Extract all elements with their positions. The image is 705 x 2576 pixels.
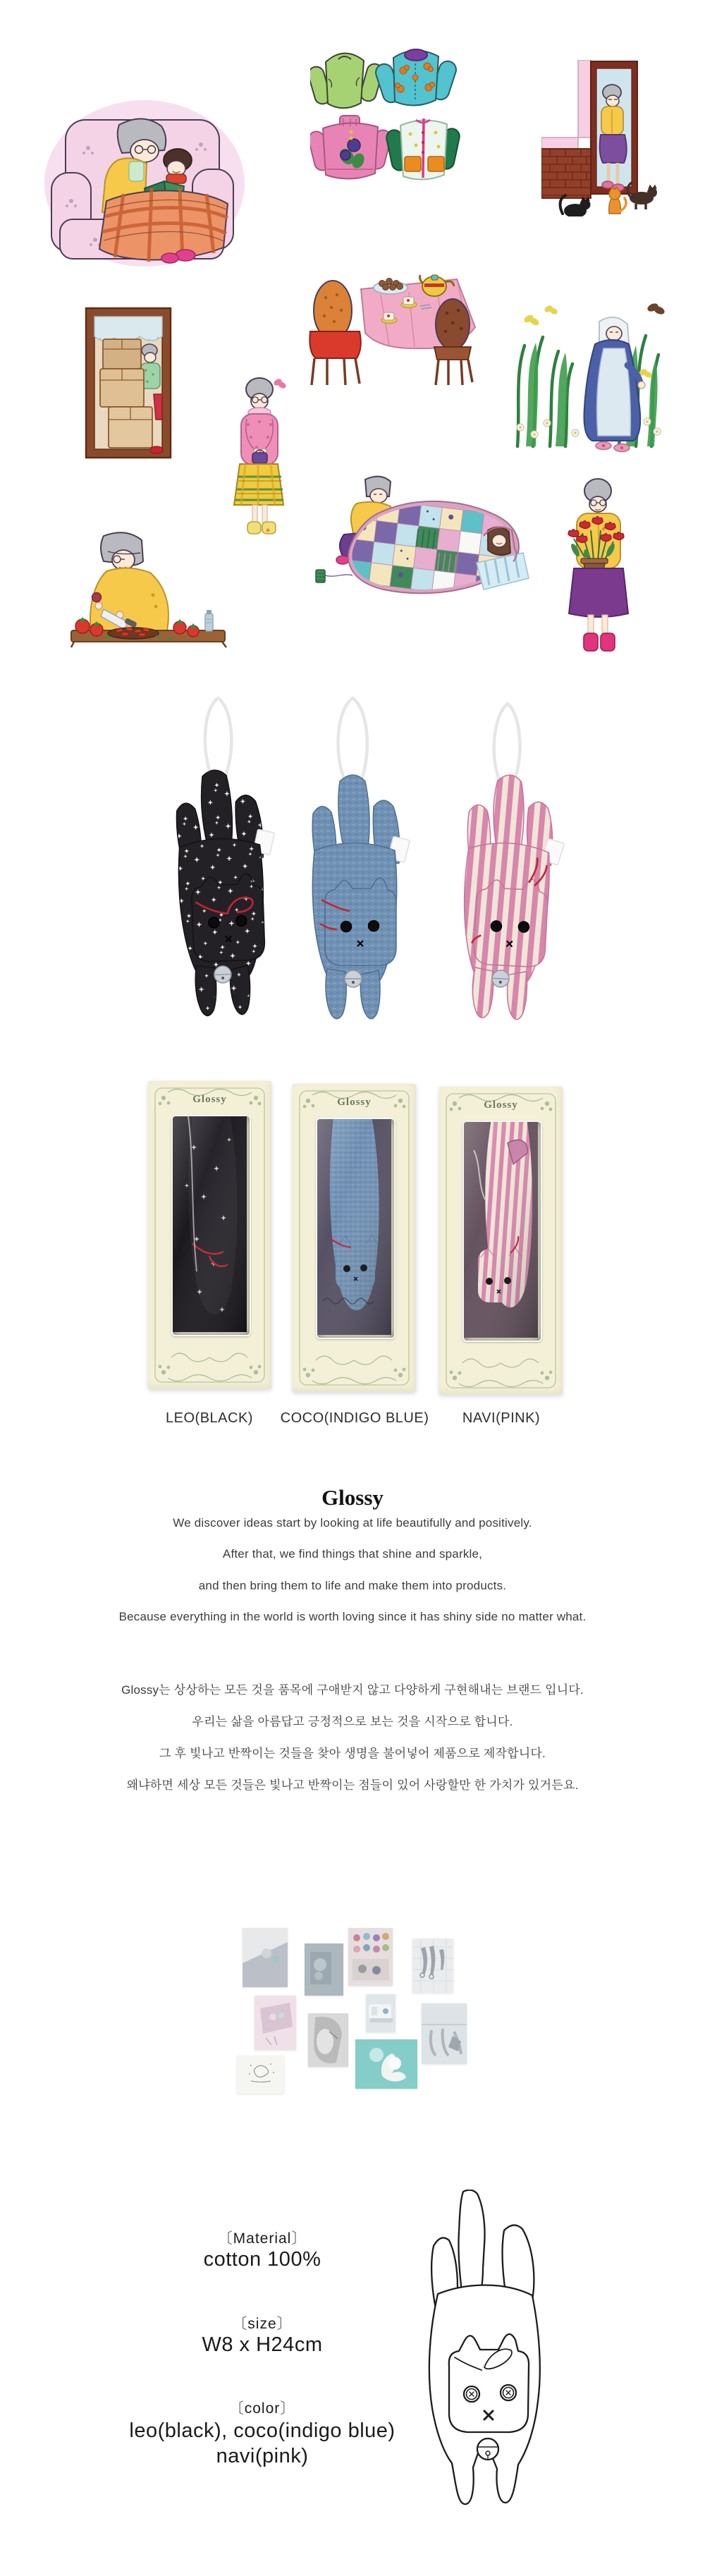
- brand-description-en-line: We discover ideas start by looking at life beautifully and positively.: [173, 1516, 532, 1530]
- illustration-grandma-reading-with-child-on-sofa: [39, 81, 264, 268]
- box-brand-text: Glossy: [484, 1099, 518, 1111]
- brand-description-en-line: and then bring them to life and make them into products.: [198, 1579, 507, 1592]
- illustration-grandma-chopping-vegetables: [67, 530, 229, 657]
- spec-material-label: 〔Material〕: [217, 2230, 307, 2247]
- brand-description-en-line: After that, we find things that shine and sparkle,: [222, 1547, 483, 1561]
- product-label-navi: NAVI(PINK): [462, 1410, 541, 1426]
- illustration-grandma-at-glass-door-with-three-cats: [541, 60, 660, 216]
- collage-photo-workroom-corner: [305, 1943, 343, 1996]
- box-brand-text: Glossy: [337, 1097, 372, 1108]
- brand-description-ko-line: 그 후 빛나고 반짝이는 것들을 찾아 생명을 불어넣어 제품으로 제작합니다.: [159, 1747, 546, 1760]
- illustration-tea-table-with-two-chairs: [296, 267, 483, 386]
- product-label-leo: LEO(BLACK): [166, 1410, 253, 1426]
- package-box-coco: [293, 1084, 416, 1392]
- package-box-navi: [439, 1087, 563, 1395]
- spec-material-value: cotton 100%: [203, 2248, 321, 2271]
- brand-description-ko-line: 왜냐하면 세상 모든 것들은 빛나고 반짝이는 점들이 있어 사랑할만 한 가치가 있거든요.: [126, 1778, 579, 1792]
- box-window-navi: [462, 1121, 542, 1342]
- product-photo-doll-coco-indigo-blue: [295, 690, 413, 1027]
- collage-photo-pink-fabric-cutting: [255, 1996, 296, 2050]
- box-window-leo: [171, 1115, 251, 1336]
- spec-size-value: W8 x H24cm: [202, 2333, 323, 2356]
- illustration-grandma-holding-tulip-bouquet: [557, 474, 642, 654]
- cat-doll-line-drawing: [419, 2190, 557, 2507]
- illustration-grandma-in-flower-garden: [509, 302, 666, 453]
- collage-photo-fabric-and-thread: [243, 1928, 288, 1987]
- spec-size-label: 〔size〕: [232, 2316, 293, 2332]
- spec-color-label: 〔color〕: [228, 2400, 296, 2417]
- product-label-coco: COCO(INDIGO BLUE): [280, 1410, 429, 1426]
- collage-photo-thread-spools: [348, 1928, 393, 1986]
- brand-title: Glossy: [321, 1485, 384, 1510]
- box-window-coco: [316, 1118, 396, 1339]
- product-photo-doll-navi-pink: [446, 692, 567, 1030]
- collage-photo-hand-sewing: [308, 2013, 348, 2067]
- box-brand-text: Glossy: [192, 1094, 227, 1105]
- illustration-open-door-with-stacked-boxes: [83, 307, 173, 463]
- product-photo-doll-leo-black: [159, 690, 278, 1021]
- illustration-grandma-standing-in-plaid-skirt: [231, 374, 286, 537]
- collage-photo-pressing-tools: [422, 2003, 467, 2064]
- collage-photo-sewing-machine: [366, 1994, 396, 2032]
- illustration-grandma-sewing-patchwork-quilt-over-girl: [310, 471, 530, 604]
- brand-description-ko-line: Glossy는 상상하는 모든 것을 품목에 구애받지 않고 다양하게 구현해내는 브랜드 입니다.: [121, 1683, 584, 1697]
- collage-photo-cotton-on-teal: [355, 2039, 417, 2089]
- spec-color-value-line1: leo(black), coco(indigo blue): [129, 2419, 396, 2442]
- brand-description-ko-line: 우리는 삶을 아름답고 긍정적으로 보는 것을 시작으로 합니다.: [192, 1715, 513, 1728]
- package-box-leo: [148, 1081, 271, 1389]
- brand-description-en-line: Because everything in the world is worth loving since it has shiny side no matter what.: [118, 1610, 587, 1623]
- spec-color-value-line2: navi(pink): [216, 2445, 309, 2467]
- collage-photo-doodle-note: [237, 2056, 284, 2094]
- collage-photo-scissors-wall: [412, 1939, 453, 1993]
- illustration-four-knit-sweaters: [310, 35, 465, 197]
